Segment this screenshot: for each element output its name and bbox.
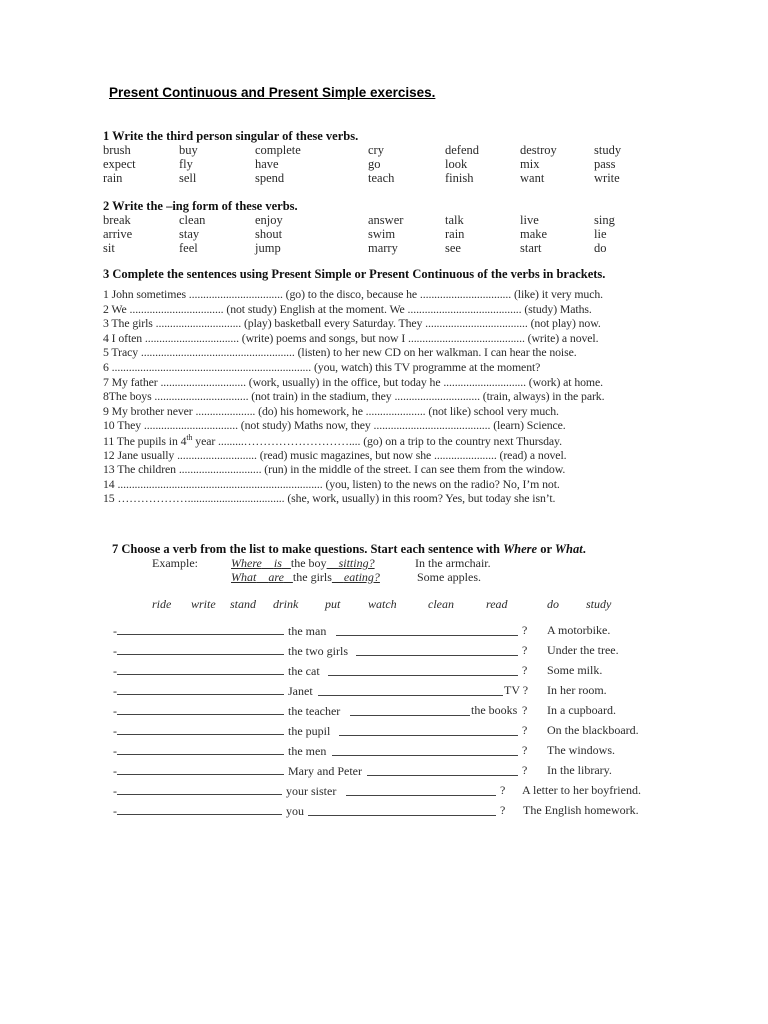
page-title: Present Continuous and Present Simple exercises. <box>109 85 436 100</box>
question-object: TV ? <box>504 683 529 697</box>
question-subject: you <box>286 804 304 818</box>
verb-option: clean <box>428 597 454 611</box>
exercise-1-heading: 1 Write the third person singular of these verbs. <box>103 129 359 143</box>
verb-word: do <box>594 241 607 255</box>
question-blank-1[interactable]: - <box>113 784 117 798</box>
question-answer: In her room. <box>547 683 607 697</box>
question-subject: the teacher <box>288 704 341 718</box>
question-subject: Mary and Peter <box>288 764 362 778</box>
verb-word: enjoy <box>255 213 283 227</box>
answer-blank[interactable] <box>346 784 496 796</box>
verb-word: see <box>445 241 461 255</box>
verb-word: start <box>520 241 542 255</box>
verb-word: shout <box>255 227 283 241</box>
question-blank-1[interactable]: - <box>113 624 117 638</box>
verb-word: want <box>520 171 545 185</box>
verb-option: stand <box>230 597 257 611</box>
question-row <box>113 623 326 639</box>
question-subject: the man <box>288 624 327 638</box>
question-answer: A letter to her boyfriend. <box>522 783 641 797</box>
verb-word: write <box>594 171 620 185</box>
verb-word: mix <box>520 157 540 171</box>
question-mark: ? <box>500 783 506 797</box>
answer-blank[interactable] <box>328 664 518 676</box>
answer-blank[interactable] <box>117 623 284 635</box>
verb-option: study <box>586 597 612 611</box>
verb-word: go <box>368 157 381 171</box>
question-blank-1[interactable]: - <box>113 664 117 678</box>
question-mark: ? <box>522 663 528 677</box>
exercise-sentence: 12 Jane usually ............................ (read) music magazines, but now she ...................... (read) a novel. <box>103 447 567 462</box>
exercise-sentence: 15 ……………….................................. (she, work, usually) in this room? Yes, but today she isn’t. <box>103 491 556 506</box>
verb-word: make <box>520 227 548 241</box>
question-answer: A motorbike. <box>547 623 611 637</box>
answer-blank[interactable] <box>367 764 518 776</box>
exercise-sentence: 2 We ................................. (not study) English at the moment. We ........................................ (study) Maths. <box>103 301 592 316</box>
answer-blank[interactable] <box>350 704 470 716</box>
question-mark: ? <box>522 703 528 717</box>
exercise-sentence: 9 My brother never ..................... (do) his homework, he ..................... (not like) school very much. <box>103 403 559 418</box>
exercise-sentence: 6 ...................................................................... (you, watch) this TV programme at the moment? <box>103 360 541 374</box>
verb-option: watch <box>368 597 397 611</box>
example-2: What are the girls eating? <box>231 570 380 584</box>
example-label: Example: <box>152 556 198 570</box>
verb-option: ride <box>152 597 172 611</box>
verb-word: finish <box>445 171 474 185</box>
question-subject: the men <box>288 744 327 758</box>
exercise-sentence: 13 The children ............................. (run) in the middle of the street. I can see them from the window. <box>103 462 566 477</box>
exercise-7-heading: 7 Choose a verb from the list to make questions. Start each sentence with Where or What. <box>112 542 586 556</box>
answer-blank[interactable] <box>356 644 518 656</box>
exercise-sentence: 8The boys ................................. (not train) in the stadium, they .............................. (train, always) in the park. <box>103 389 605 404</box>
question-blank-1[interactable]: - <box>113 684 117 698</box>
verb-word: clean <box>179 213 206 227</box>
question-answer: In a cupboard. <box>547 703 616 717</box>
question-subject: the cat <box>288 664 320 678</box>
question-blank-1[interactable]: - <box>113 804 117 818</box>
question-object: the books <box>471 703 518 717</box>
question-subject: the pupil <box>288 724 331 738</box>
verb-word: sell <box>179 171 197 185</box>
verb-word: look <box>445 157 468 171</box>
exercise-sentence: 11 The pupils in 4th year .........……………………….... (go) on a trip to the country next Thursday. <box>103 433 562 448</box>
exercise-sentence: 3 The girls .............................. (play) basketball every Saturday. They .................................... (not play) now. <box>103 316 601 331</box>
example-1: Where is the boy sitting? <box>231 556 375 570</box>
question-row <box>113 803 304 819</box>
answer-blank[interactable] <box>117 803 282 815</box>
verb-word: rain <box>103 171 123 185</box>
verb-word: expect <box>103 157 136 171</box>
exercise-sentence: 14 ........................................................................ (you, listen) to the news on the radio? No, I’m not. <box>103 476 560 491</box>
verb-word: jump <box>255 241 281 255</box>
verb-word: marry <box>368 241 398 255</box>
verb-word: lie <box>594 227 607 241</box>
question-mark: ? <box>522 763 528 777</box>
exercise-3-heading: 3 Complete the sentences using Present Simple or Present Continuous of the verbs in brackets. <box>103 267 606 281</box>
verb-word: break <box>103 213 131 227</box>
verb-word: cry <box>368 143 384 157</box>
verb-word: live <box>520 213 539 227</box>
question-row <box>113 763 362 779</box>
question-subject: your sister <box>286 784 337 798</box>
verb-word: sing <box>594 213 615 227</box>
verb-option: do <box>547 597 559 611</box>
question-row <box>113 643 348 659</box>
verb-word: study <box>594 143 622 157</box>
question-subject: the two girls <box>288 644 348 658</box>
question-mark: ? <box>522 643 528 657</box>
exercise-2-heading: 2 Write the –ing form of these verbs. <box>103 199 298 213</box>
verb-word: fly <box>179 157 193 171</box>
answer-blank[interactable] <box>117 683 284 695</box>
verb-word: teach <box>368 171 395 185</box>
answer-blank[interactable] <box>117 763 284 775</box>
question-row <box>113 683 313 699</box>
exercise-sentence: 5 Tracy ...................................................... (listen) to her new CD on her walkman. I can hear the noise. <box>103 345 577 360</box>
answer-blank[interactable] <box>318 684 503 696</box>
verb-word: buy <box>179 143 198 157</box>
question-subject: Janet <box>288 684 313 698</box>
verb-word: brush <box>103 143 131 157</box>
question-answer: Under the tree. <box>547 643 619 657</box>
answer-blank[interactable] <box>117 783 282 795</box>
example-1-answer: In the armchair. <box>415 556 491 570</box>
question-answer: The English homework. <box>523 803 639 817</box>
answer-blank[interactable] <box>117 703 284 715</box>
verb-option: put <box>325 597 341 611</box>
verb-word: stay <box>179 227 200 241</box>
question-mark: ? <box>500 803 506 817</box>
answer-blank[interactable] <box>117 643 284 655</box>
question-blank-1[interactable]: - <box>113 724 117 738</box>
verb-word: have <box>255 157 279 171</box>
question-row <box>113 703 340 719</box>
verb-option: write <box>191 597 216 611</box>
question-row <box>113 783 336 799</box>
question-answer: On the blackboard. <box>547 723 639 737</box>
question-answer: In the library. <box>547 763 612 777</box>
question-mark: ? <box>522 743 528 757</box>
question-row <box>113 723 330 739</box>
verb-option: read <box>486 597 508 611</box>
answer-blank[interactable] <box>117 743 284 755</box>
verb-option: drink <box>273 597 299 611</box>
verb-word: talk <box>445 213 464 227</box>
question-answer: The windows. <box>547 743 615 757</box>
answer-blank[interactable] <box>339 724 518 736</box>
question-mark: ? <box>522 623 528 637</box>
question-mark: ? <box>522 723 528 737</box>
verb-word: answer <box>368 213 404 227</box>
verb-word: sit <box>103 241 115 255</box>
answer-blank[interactable] <box>117 663 284 675</box>
verb-word: swim <box>368 227 396 241</box>
answer-blank[interactable] <box>336 624 518 636</box>
verb-word: destroy <box>520 143 557 157</box>
example-2-answer: Some apples. <box>417 570 481 584</box>
question-blank-1[interactable]: - <box>113 744 117 758</box>
question-blank-1[interactable]: - <box>113 764 117 778</box>
exercise-sentence: 4 I often ................................. (write) poems and songs, but now I ......................................... (write) a novel. <box>103 330 599 345</box>
exercise-sentence: 1 John sometimes ................................. (go) to the disco, because he ................................ (like) it very much. <box>103 287 604 301</box>
verb-word: complete <box>255 143 301 157</box>
verb-word: arrive <box>103 227 133 241</box>
question-answer: Some milk. <box>547 663 603 677</box>
answer-blank[interactable] <box>308 804 496 816</box>
answer-blank[interactable] <box>332 744 518 756</box>
verb-word: pass <box>594 157 616 171</box>
question-blank-1[interactable]: - <box>113 704 117 718</box>
question-row <box>113 743 326 759</box>
verb-word: feel <box>179 241 198 255</box>
answer-blank[interactable] <box>117 723 284 735</box>
exercise-sentence: 10 They ................................. (not study) Maths now, they ......................................... (learn) Science. <box>103 418 566 433</box>
exercise-sentence: 7 My father .............................. (work, usually) in the office, but today he ............................. (work) at home. <box>103 374 603 389</box>
question-row <box>113 663 320 679</box>
question-blank-1[interactable]: - <box>113 644 117 658</box>
verb-word: defend <box>445 143 480 157</box>
verb-word: rain <box>445 227 465 241</box>
verb-word: spend <box>255 171 285 185</box>
